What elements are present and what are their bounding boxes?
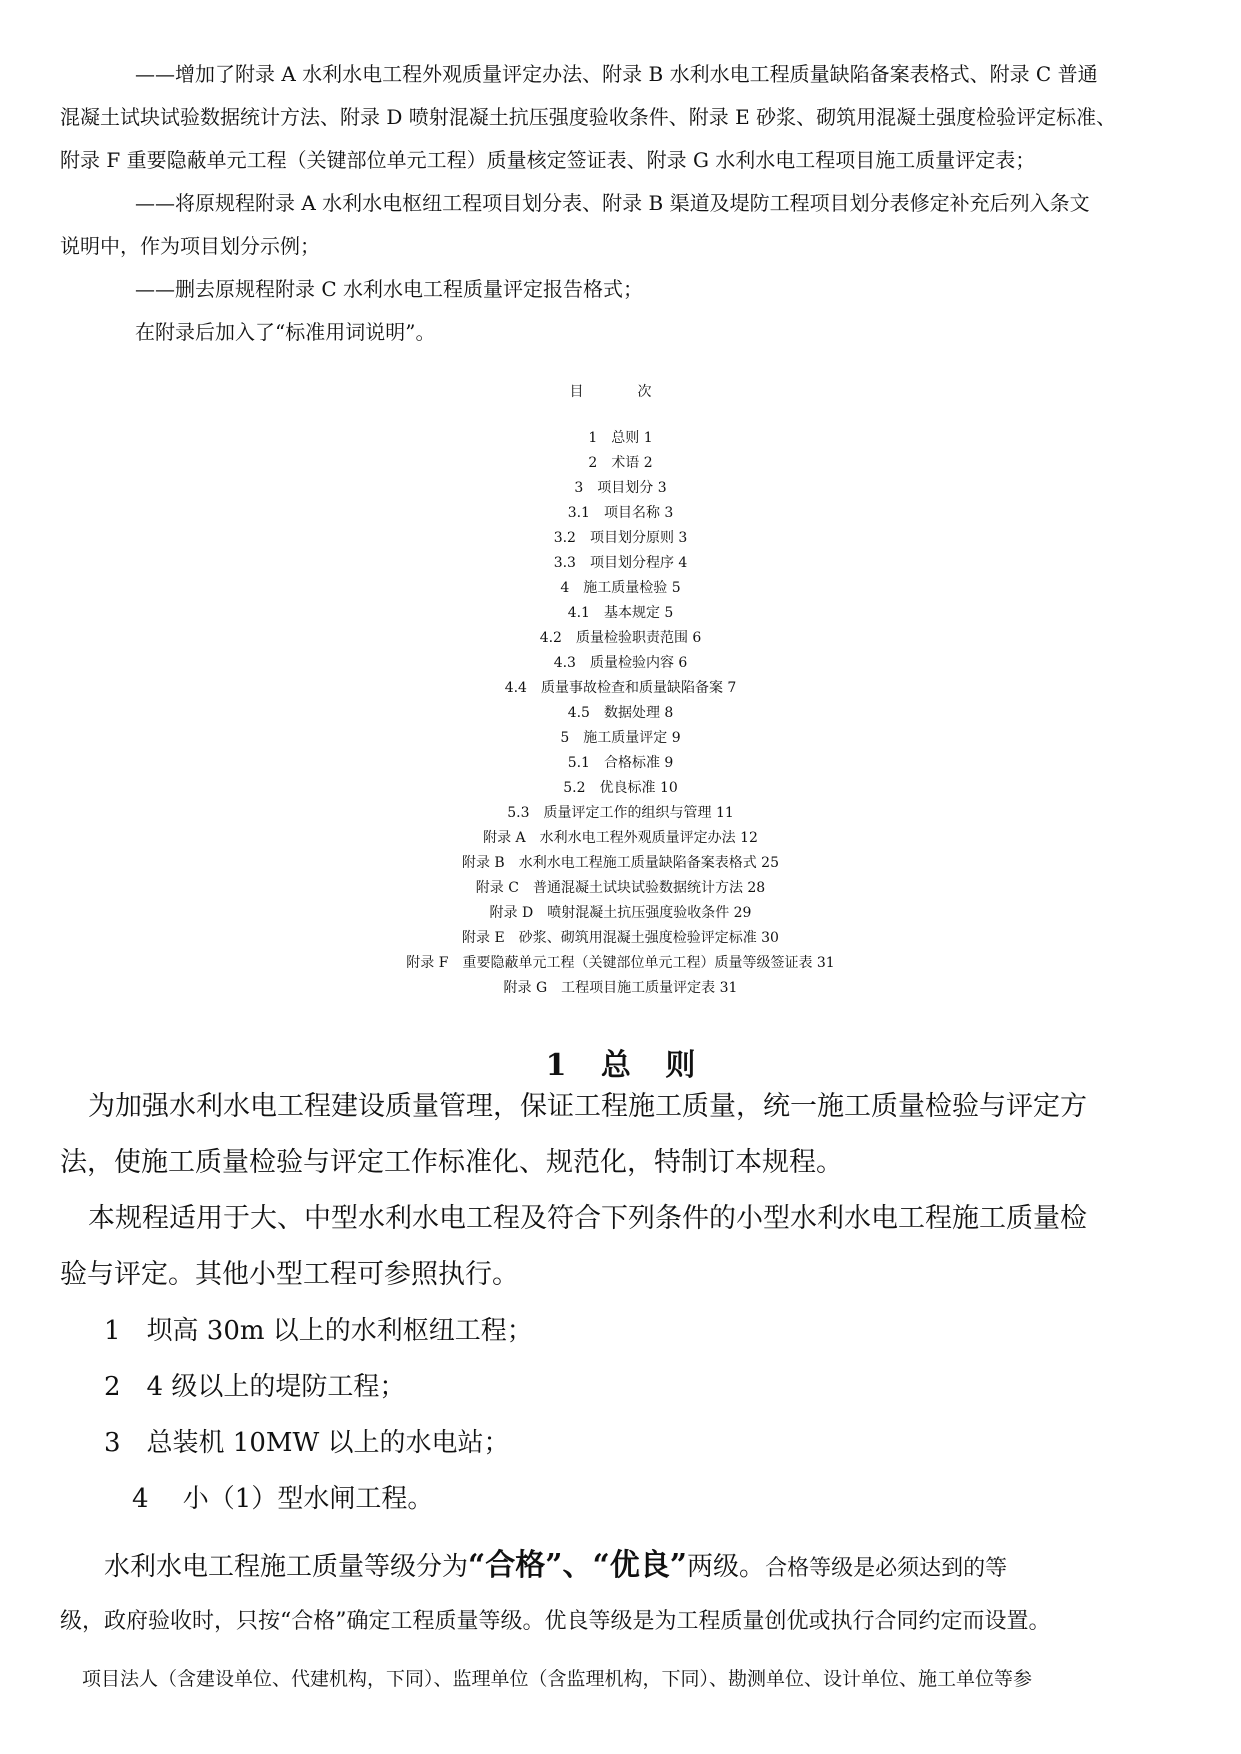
list-item: 3 总装机 10MW 以上的水电站；: [104, 1428, 510, 1458]
toc-entry: 3.1 项目名称 3: [567, 505, 674, 521]
section-paragraph: 为加强水利水电工程建设质量管理，保证工程施工质量，统一施工质量检验与评定方: [88, 1091, 1087, 1122]
section-paragraph: 项目法人（含建设单位、代建机构，下同）、监理单位（含监理机构，下同）、勘测单位、设计单位、施工单位等参: [82, 1668, 1033, 1690]
toc-entry: 2 术语 2: [588, 455, 653, 471]
section-paragraph: 法，使施工质量检验与评定工作标准化、规范化，特制订本规程。: [60, 1147, 843, 1178]
list-item: 2 4 级以上的堤防工程；: [104, 1372, 406, 1402]
toc-entry: 附录 B 水利水电工程施工质量缺陷备案表格式 25: [461, 855, 779, 871]
section-paragraph: 本规程适用于大、中型水利水电工程及符合下列条件的小型水利水电工程施工质量检: [88, 1203, 1087, 1234]
toc-entry: 4.4 质量事故检查和质量缺陷备案 7: [504, 680, 737, 696]
toc-title: 目 次: [569, 384, 672, 400]
revision-line: 说明中，作为项目划分示例；: [60, 234, 320, 258]
table-of-contents: [0, 426, 1241, 1001]
grade-text: 两级。: [687, 1552, 766, 1582]
toc-entry: 5.2 优良标准 10: [563, 780, 678, 796]
toc-entry: 附录 C 普通混凝土试块试验数据统计方法 28: [475, 880, 766, 896]
grade-levels: “合格”、“优良”: [468, 1548, 688, 1583]
list-item: 4 小（1）型水闸工程。: [132, 1484, 434, 1514]
section-paragraph: 级，政府验收时，只按“合格”确定工程质量等级。优良等级是为工程质量创优或执行合同约定而设置。: [60, 1609, 1051, 1634]
toc-entry: 5.1 合格标准 9: [567, 755, 674, 771]
grade-text: 合格等级是必须达到的等: [765, 1556, 1008, 1581]
section-paragraph: 验与评定。其他小型工程可参照执行。: [60, 1259, 519, 1290]
toc-entry: 4.2 质量检验职责范围 6: [539, 630, 702, 646]
grade-text: 水利水电工程施工质量等级分为: [104, 1552, 469, 1582]
section-paragraph: [104, 1540, 1234, 1584]
revision-line: 附录 F 重要隐蔽单元工程（关键部位单元工程）质量核定签证表、附录 G 水利水电工程项目施工质量评定表；: [60, 148, 1036, 172]
revision-line: ——增加了附录 A 水利水电工程外观质量评定办法、附录 B 水利水电工程质量缺陷备案表格式、附录 C 普通: [135, 62, 1098, 86]
toc-entry: 3.3 项目划分程序 4: [553, 555, 688, 571]
toc-entry: 3 项目划分 3: [574, 480, 667, 496]
toc-entry: 附录 E 砂浆、砌筑用混凝土强度检验评定标准 30: [462, 930, 779, 946]
toc-entry: 3.2 项目划分原则 3: [553, 530, 688, 546]
revision-line: ——将原规程附录 A 水利水电枢纽工程项目划分表、附录 B 渠道及堤防工程项目划分表修定补充后列入条文: [135, 191, 1090, 215]
toc-entry: 5.3 质量评定工作的组织与管理 11: [507, 805, 734, 821]
section-title: 1 总 则: [545, 1048, 696, 1083]
toc-entry: 附录 F 重要隐蔽单元工程（关键部位单元工程）质量等级签证表 31: [406, 955, 835, 971]
toc-entry: 5 施工质量评定 9: [560, 730, 681, 746]
toc-entry: 4.3 质量检验内容 6: [553, 655, 688, 671]
toc-entry: 附录 A 水利水电工程外观质量评定办法 12: [483, 830, 758, 846]
revision-line: 在附录后加入了“标准用词说明”。: [135, 320, 436, 344]
toc-entry: 4.1 基本规定 5: [567, 605, 674, 621]
revision-line: ——删去原规程附录 C 水利水电工程质量评定报告格式；: [135, 277, 644, 301]
list-item: 1 坝高 30m 以上的水利枢纽工程；: [104, 1316, 533, 1346]
toc-entry: 1 总则 1: [588, 430, 653, 446]
revision-line: 混凝土试块试验数据统计方法、附录 D 喷射混凝土抗压强度验收条件、附录 E 砂浆、砌筑用混凝土强度检验评定标准、: [60, 105, 1117, 129]
toc-entry: 附录 D 喷射混凝土抗压强度验收条件 29: [489, 905, 752, 921]
toc-entry: 4.5 数据处理 8: [567, 705, 674, 721]
toc-entry: 4 施工质量检验 5: [560, 580, 681, 596]
toc-entry: 附录 G 工程项目施工质量评定表 31: [503, 980, 738, 996]
